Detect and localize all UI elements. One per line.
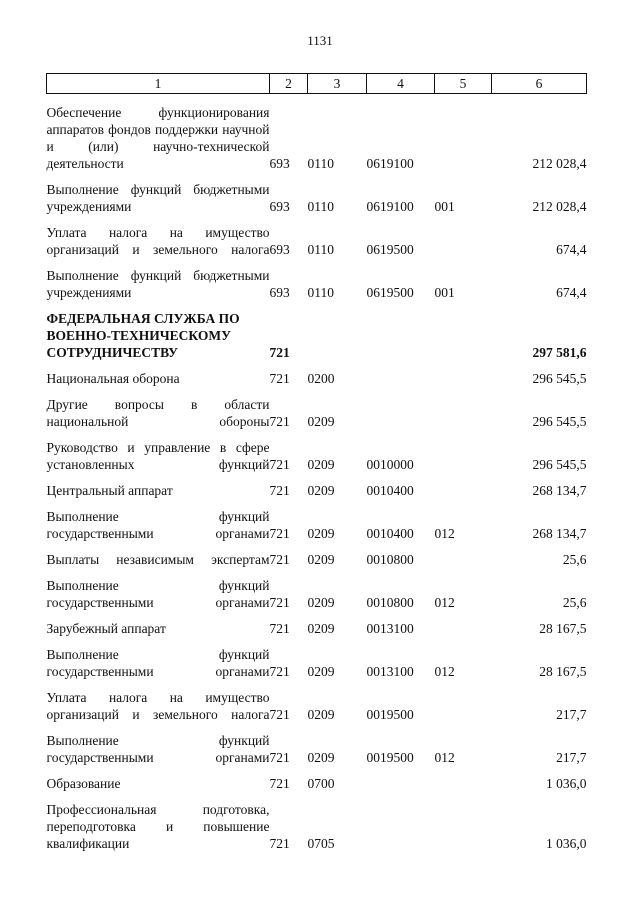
row-glava: 693 xyxy=(269,199,290,214)
table-row xyxy=(47,542,587,568)
table-header-row xyxy=(47,74,587,94)
page-number: 1131 xyxy=(307,33,333,48)
row-glava: 721 xyxy=(269,836,290,851)
row-name: Выполнение функций государственными органами xyxy=(46,647,270,679)
row-razdel: 0209 xyxy=(307,526,335,541)
table-row xyxy=(47,723,587,766)
row-tselevaya: 0010000 xyxy=(366,457,414,472)
row-name: Выполнение функций государственными органами xyxy=(46,733,270,765)
row-razdel: 0209 xyxy=(307,621,335,636)
row-vid: 012 xyxy=(434,595,455,610)
row-glava: 721 xyxy=(269,595,290,610)
row-tselevaya: 0619500 xyxy=(366,242,414,257)
row-name: Национальная оборона xyxy=(46,371,180,386)
table-row xyxy=(47,258,587,301)
row-glava: 693 xyxy=(269,156,290,171)
budget-table xyxy=(46,73,587,852)
table-row xyxy=(47,94,587,173)
row-glava: 721 xyxy=(269,457,290,472)
row-tselevaya: 0019500 xyxy=(366,750,414,765)
row-razdel: 0200 xyxy=(307,371,335,386)
table-row xyxy=(47,499,587,542)
row-tselevaya xyxy=(367,387,435,430)
row-glava: 721 xyxy=(269,526,290,541)
row-razdel: 0209 xyxy=(307,707,335,722)
table-row-agency xyxy=(47,301,587,361)
row-name: Уплата налога на имущество организаций и земельного налога xyxy=(46,225,270,257)
row-glava: 721 xyxy=(269,371,290,386)
row-vid xyxy=(435,387,492,430)
table-row xyxy=(47,361,587,387)
row-tselevaya: 0010400 xyxy=(366,483,414,498)
row-razdel: 0209 xyxy=(307,552,335,567)
row-vid xyxy=(435,766,492,792)
row-summa: 212 028,4 xyxy=(532,156,587,171)
row-name: Образование xyxy=(46,776,121,791)
row-vid xyxy=(435,94,492,173)
row-name: Центральный аппарат xyxy=(46,483,173,498)
row-summa: 674,4 xyxy=(556,242,587,257)
row-vid xyxy=(435,215,492,258)
row-razdel: 0209 xyxy=(307,483,335,498)
row-glava: 721 xyxy=(269,483,290,498)
row-summa: 296 545,5 xyxy=(532,457,587,472)
table-row xyxy=(47,473,587,499)
row-vid xyxy=(435,680,492,723)
row-vid: 001 xyxy=(434,199,455,214)
row-glava: 721 xyxy=(269,552,290,567)
row-tselevaya: 0619100 xyxy=(366,199,414,214)
table-row xyxy=(47,680,587,723)
row-vid xyxy=(435,301,492,361)
row-summa: 217,7 xyxy=(556,707,587,722)
row-razdel: 0209 xyxy=(307,750,335,765)
row-summa: 296 545,5 xyxy=(532,371,587,386)
row-name: Выполнение функций бюджетными учреждениями xyxy=(46,182,270,214)
row-vid: 012 xyxy=(434,750,455,765)
table-row xyxy=(47,611,587,637)
row-razdel: 0209 xyxy=(307,414,335,429)
row-name: Другие вопросы в области национальной обороны xyxy=(46,397,270,429)
row-glava: 721 xyxy=(269,414,290,429)
row-razdel: 0110 xyxy=(307,156,334,171)
header-col-3: 3 xyxy=(308,74,367,94)
table-row xyxy=(47,792,587,852)
header-col-6: 6 xyxy=(492,74,587,94)
row-name: Уплата налога на имущество организаций и земельного налога xyxy=(46,690,270,722)
row-name: ФЕДЕРАЛЬНАЯ СЛУЖБА ПО ВОЕННО-ТЕХНИЧЕСКОМУ СОТРУДНИЧЕСТВУ xyxy=(46,311,240,360)
table-row xyxy=(47,387,587,430)
row-summa: 28 167,5 xyxy=(539,664,587,679)
row-tselevaya: 0010800 xyxy=(366,552,414,567)
row-tselevaya xyxy=(367,301,435,361)
row-summa: 268 134,7 xyxy=(532,526,587,541)
row-tselevaya: 0619500 xyxy=(366,285,414,300)
row-glava: 721 xyxy=(269,621,290,636)
row-razdel: 0209 xyxy=(307,595,335,610)
row-razdel: 0209 xyxy=(307,664,335,679)
row-name: Выполнение функций государственными органами xyxy=(46,578,270,610)
row-summa: 217,7 xyxy=(556,750,587,765)
row-summa: 212 028,4 xyxy=(532,199,587,214)
header-col-2: 2 xyxy=(270,74,308,94)
row-summa: 268 134,7 xyxy=(532,483,587,498)
row-name: Зарубежный аппарат xyxy=(46,621,166,636)
row-razdel: 0110 xyxy=(307,242,334,257)
row-tselevaya: 0013100 xyxy=(366,621,414,636)
row-glava: 721 xyxy=(269,707,290,722)
row-razdel: 0700 xyxy=(307,776,335,791)
row-vid: 012 xyxy=(434,664,455,679)
row-vid xyxy=(435,611,492,637)
row-tselevaya xyxy=(367,361,435,387)
row-vid: 012 xyxy=(434,526,455,541)
row-tselevaya: 0013100 xyxy=(366,664,414,679)
row-razdel: 0705 xyxy=(307,836,335,851)
row-vid xyxy=(435,542,492,568)
row-summa: 1 036,0 xyxy=(546,836,587,851)
row-tselevaya xyxy=(367,766,435,792)
row-vid xyxy=(435,792,492,852)
table-row xyxy=(47,215,587,258)
row-summa: 25,6 xyxy=(562,595,587,610)
row-glava: 693 xyxy=(269,285,290,300)
row-name: Выплаты независимым экспертам xyxy=(46,552,270,567)
table-row xyxy=(47,766,587,792)
row-vid: 001 xyxy=(434,285,455,300)
row-tselevaya: 0019500 xyxy=(366,707,414,722)
header-col-5: 5 xyxy=(435,74,492,94)
table-row xyxy=(47,172,587,215)
row-tselevaya xyxy=(367,792,435,852)
row-vid xyxy=(435,361,492,387)
row-summa: 296 545,5 xyxy=(532,414,587,429)
row-tselevaya: 0010800 xyxy=(366,595,414,610)
row-summa: 674,4 xyxy=(556,285,587,300)
row-tselevaya: 0010400 xyxy=(366,526,414,541)
row-glava: 721 xyxy=(269,664,290,679)
row-glava: 721 xyxy=(269,345,290,360)
row-razdel: 0110 xyxy=(307,285,334,300)
row-name: Выполнение функций бюджетными учреждениями xyxy=(46,268,270,300)
row-vid xyxy=(435,430,492,473)
table-row xyxy=(47,568,587,611)
row-name: Профессиональная подготовка, переподготовка и повышение квалификации xyxy=(46,802,270,851)
row-vid xyxy=(435,473,492,499)
row-name: Руководство и управление в сфере установленных функций xyxy=(46,440,270,472)
row-summa: 25,6 xyxy=(562,552,587,567)
row-summa: 297 581,6 xyxy=(532,345,587,360)
row-razdel: 0110 xyxy=(307,199,334,214)
header-col-4: 4 xyxy=(367,74,435,94)
table-row xyxy=(47,430,587,473)
row-glava: 693 xyxy=(269,242,290,257)
header-col-1: 1 xyxy=(47,74,270,94)
row-name: Обеспечение функционирования аппаратов фондов поддержки научной и (или) научно-технической деятельности xyxy=(46,105,270,171)
table-row xyxy=(47,637,587,680)
row-tselevaya: 0619100 xyxy=(366,156,414,171)
row-name: Выполнение функций государственными органами xyxy=(46,509,270,541)
row-razdel: 0209 xyxy=(307,457,335,472)
row-summa: 1 036,0 xyxy=(546,776,587,791)
row-glava: 721 xyxy=(269,776,290,791)
row-razdel xyxy=(308,301,367,361)
row-summa: 28 167,5 xyxy=(539,621,587,636)
row-glava: 721 xyxy=(269,750,290,765)
